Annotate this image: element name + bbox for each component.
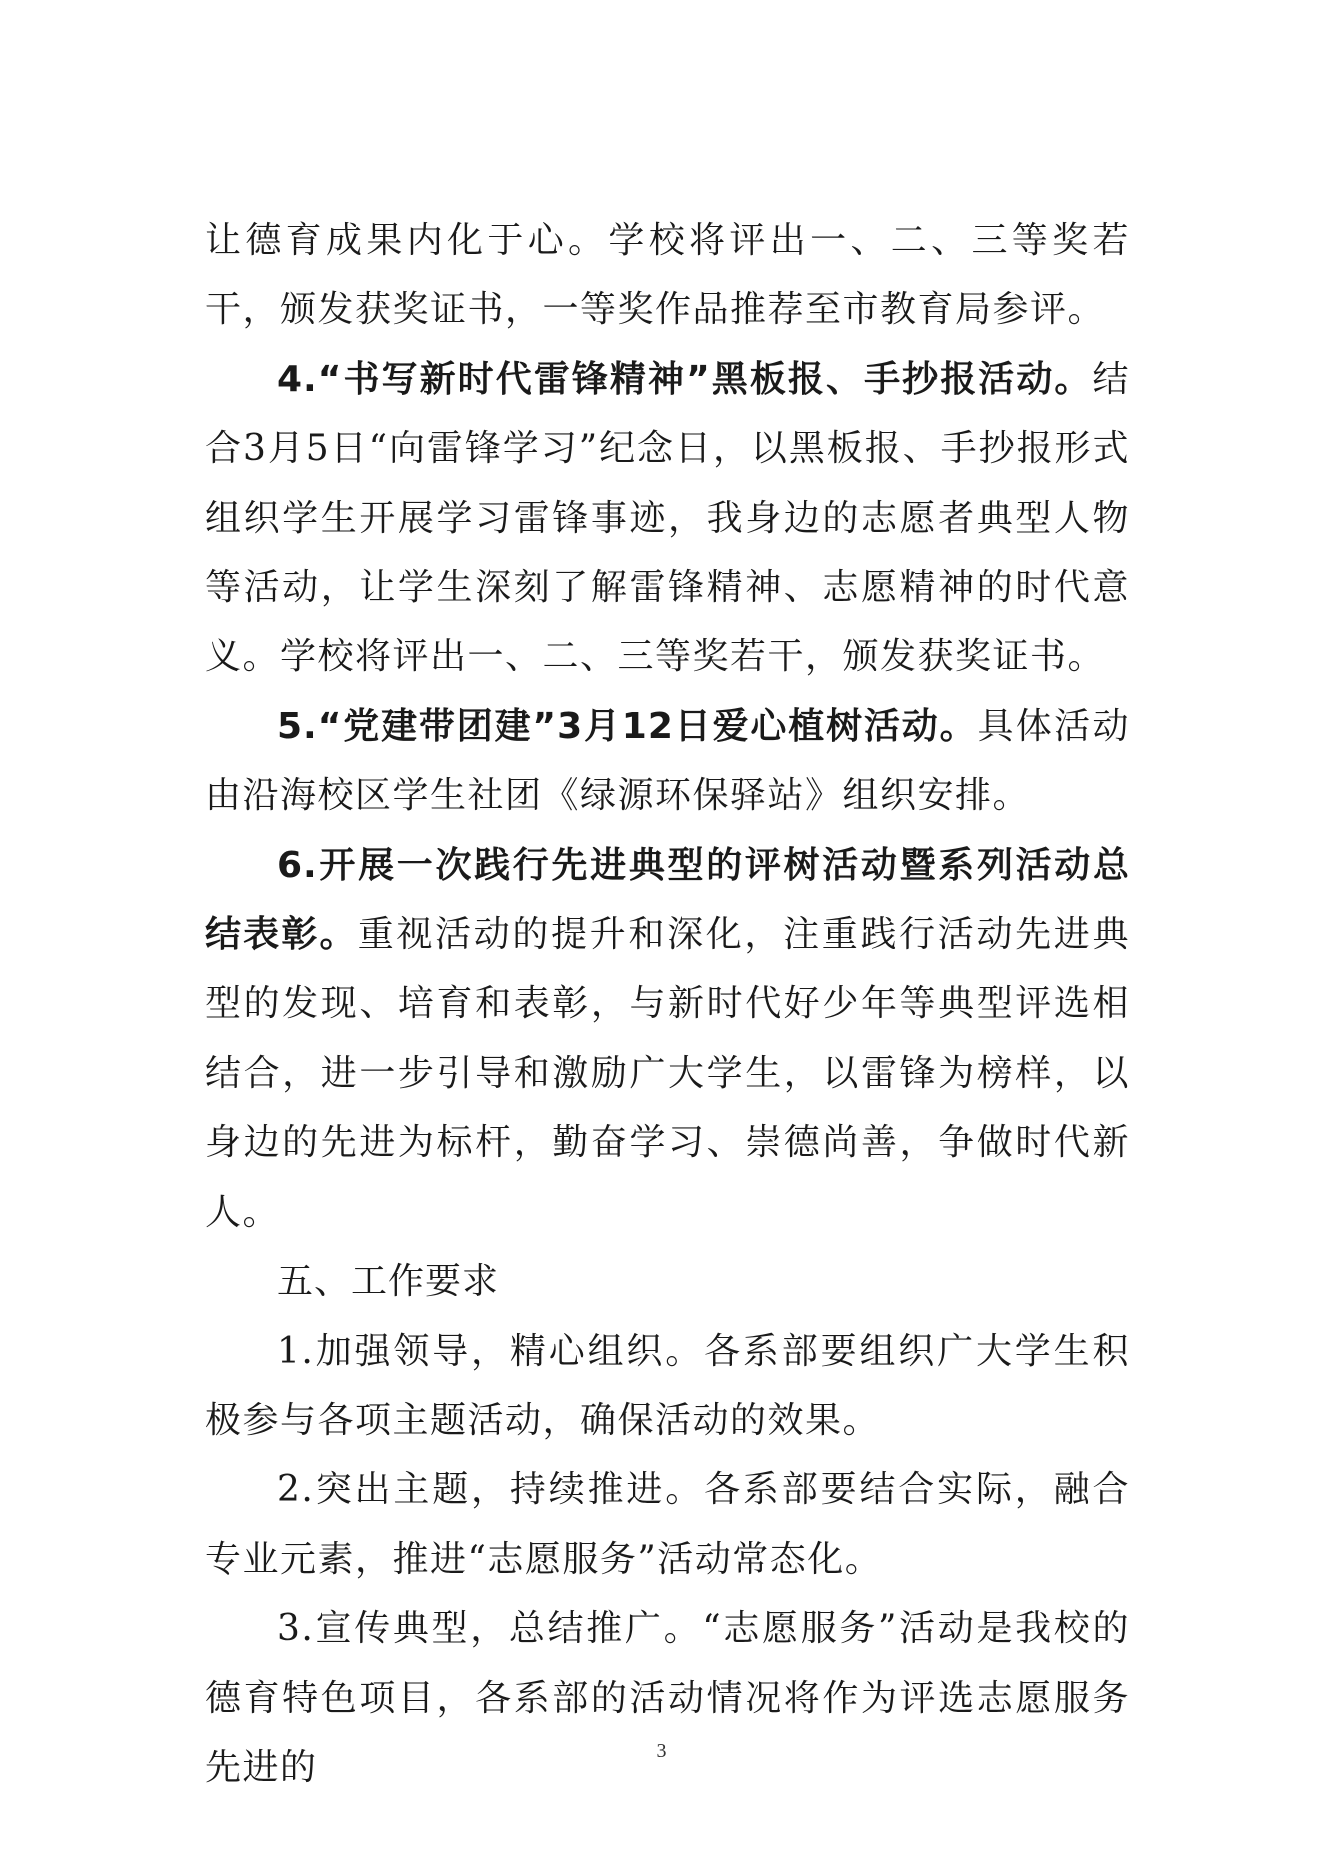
item-4-text: 结合3月5日“向雷锋学习”纪念日，以黑板报、手抄报形式组织学生开展学习雷锋事迹，我身边的志愿者典型人物等活动，让学生深刻了解雷锋精神、志愿精神的时代意义。学校将评出一、二、三等奖若干，颁发获奖证书。 [205, 358, 1130, 678]
item-6-text: 重视活动的提升和深化，注重践行活动先进典型的发现、培育和表彰，与新时代好少年等典型评选相结合，进一步引导和激励广大学生，以雷锋为榜样，以身边的先进为标杆，勤奋学习、崇德尚善，争做时代新人。 [205, 914, 1130, 1233]
item-6-title: 6.开展一次践行先进典型的评树活动暨系列活动总结表彰。 [205, 844, 1130, 956]
paragraph-text: 让德育成果内化于心。学校将评出一、二、三等奖若干，颁发获奖证书，一等奖作品推荐至市教育局参评。 [205, 220, 1130, 331]
page-number: 3 [656, 1740, 667, 1762]
paragraph-continuation [205, 206, 1130, 345]
section-heading-work-requirements: 五、工作要求 [277, 1261, 500, 1303]
paragraph-item-6 [205, 831, 1130, 1247]
item-5-text: 具体活动由沿海校区学生社团《绿源环保驿站》组织安排。 [205, 705, 1130, 817]
item-4-title: 4.“书写新时代雷锋精神”黑板报、手抄报活动。 [277, 358, 1093, 400]
paragraph-item-5 [205, 692, 1130, 831]
requirement-2: 2.突出主题，持续推进。各系部要结合实际，融合专业元素，推进“志愿服务”活动常态化。 [205, 1469, 1130, 1580]
paragraph-item-4 [205, 345, 1130, 692]
requirement-3: 3.宣传典型，总结推广。“志愿服务”活动是我校的德育特色项目，各系部的活动情况将作为评选志愿服务先进的 [205, 1608, 1130, 1788]
body-text [205, 206, 1130, 1802]
requirement-1: 1.加强领导，精心组织。各系部要组织广大学生积极参与各项主题活动，确保活动的效果。 [205, 1330, 1130, 1441]
item-5-title: 5.“党建带团建”3月12日爱心植树活动。 [277, 705, 978, 747]
